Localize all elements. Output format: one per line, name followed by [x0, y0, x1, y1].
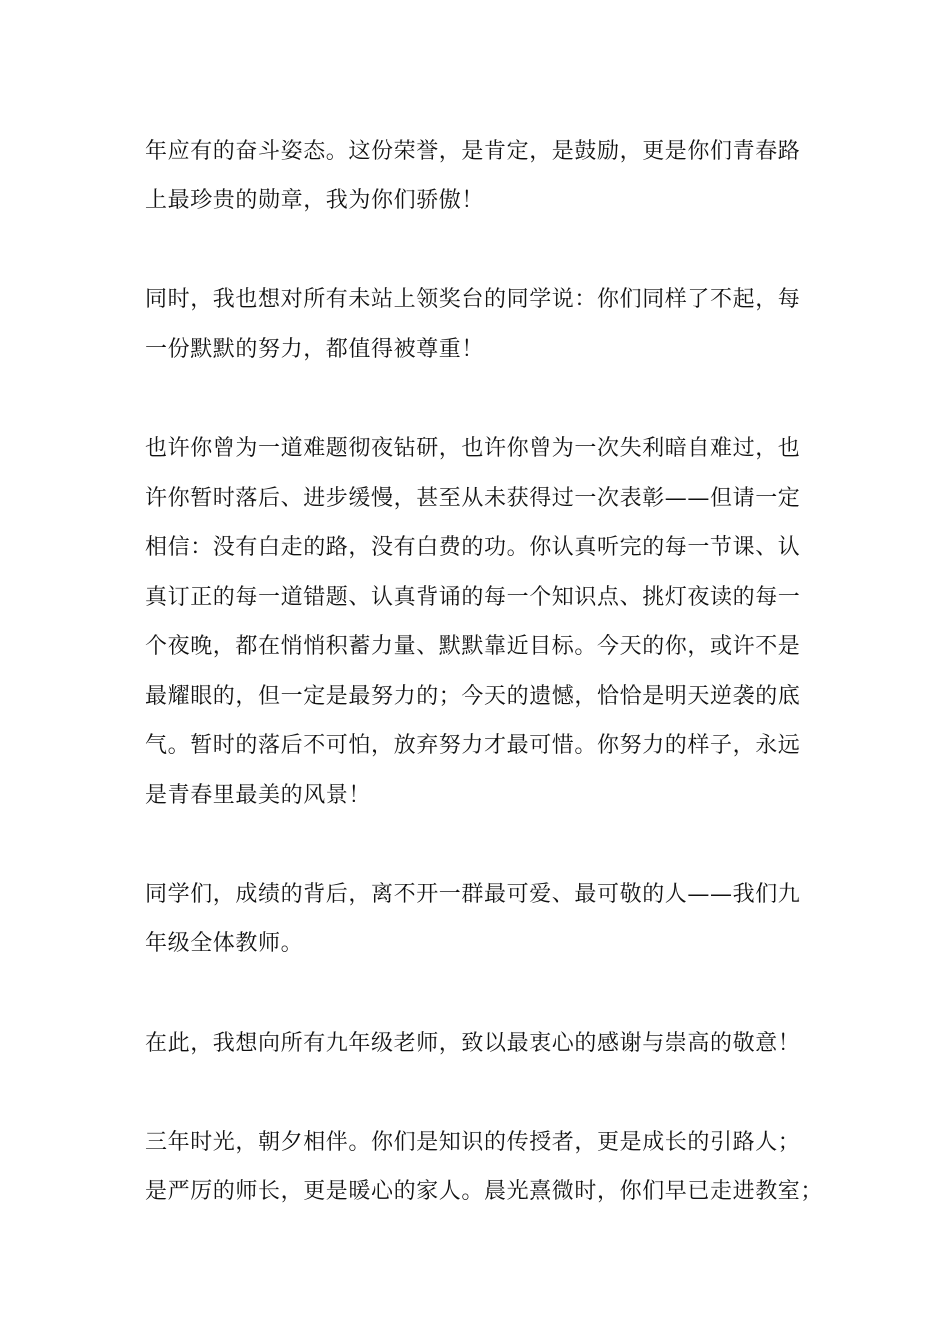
paragraph-5-line-1: 在此，我想向所有九年级老师，致以最衷心的感谢与崇高的敬意！	[145, 1031, 801, 1056]
paragraph-3-line-6: 最耀眼的，但一定是最努力的；今天的遗憾，恰恰是明天逆袭的底	[145, 684, 801, 709]
paragraph-3-line-1: 也许你曾为一道难题彻夜钻研，也许你曾为一次失利暗自难过，也	[145, 436, 801, 461]
paragraph-3-line-3: 相信：没有白走的路，没有白费的功。你认真听完的每一节课、认	[145, 535, 801, 560]
paragraph-2-line-1: 同时，我也想对所有未站上领奖台的同学说：你们同样了不起，每	[145, 287, 801, 312]
paragraph-3-line-5: 个夜晚，都在悄悄积蓄力量、默默靠近目标。今天的你，或许不是	[145, 634, 801, 659]
paragraph-3-line-7: 气。暂时的落后不可怕，放弃努力才最可惜。你努力的样子，永远	[145, 733, 801, 758]
paragraph-1-line-1: 年应有的奋斗姿态。这份荣誉，是肯定，是鼓励，更是你们青春路	[145, 139, 801, 164]
paragraph-6-line-1: 三年时光，朝夕相伴。你们是知识的传授者，更是成长的引路人；	[145, 1130, 801, 1155]
paragraph-1-line-2: 上最珍贵的勋章，我为你们骄傲！	[145, 188, 485, 213]
paragraph-3-line-8: 是青春里最美的风景！	[145, 783, 372, 808]
paragraph-4-line-1: 同学们，成绩的背后，离不开一群最可爱、最可敬的人——我们九	[145, 882, 801, 907]
paragraph-3-line-2: 许你暂时落后、进步缓慢，甚至从未获得过一次表彰——但请一定	[145, 486, 801, 511]
paragraph-6-line-2: 是严厉的师长，更是暖心的家人。晨光熹微时，你们早已走进教室；	[145, 1179, 824, 1204]
paragraph-3-line-4: 真订正的每一道错题、认真背诵的每一个知识点、挑灯夜读的每一	[145, 585, 801, 610]
paragraph-4-line-2: 年级全体教师。	[145, 931, 304, 956]
paragraph-2-line-2: 一份默默的努力，都值得被尊重！	[145, 337, 485, 362]
